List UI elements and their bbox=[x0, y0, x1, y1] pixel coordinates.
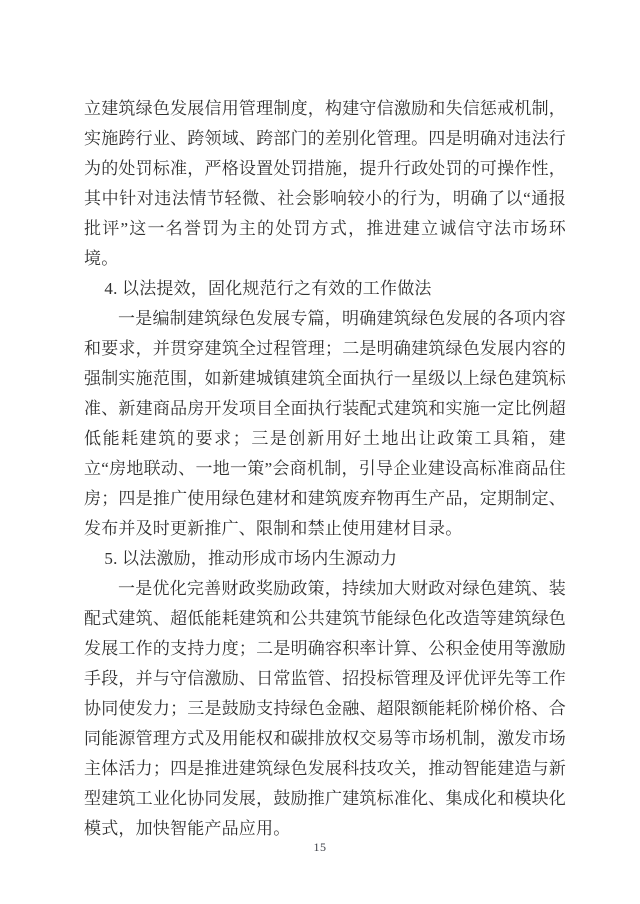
paragraph-section-5-body: 一是优化完善财政奖励政策，持续加大财政对绿色建筑、装配式建筑、超低能耗建筑和公共建筑节能绿色化改造等建筑绿色发展工作的支持力度；二是明确容积率计算、公积金使用等激励手段，并与守信激励、日常监管、招投标管理及评优评先等工作协同使发力；三是鼓励支持绿色金融、超限额能耗阶梯价格、合同能源管理方式及用能权和碳排放权交易等市场机制，激发市场主体活力；四是推进建筑绿色发展科技攻关，推动智能建造与新型建筑工业化协同发展，鼓励推广建筑标准化、集成化和模块化模式，加快智能产品应用。 bbox=[84, 579, 566, 838]
section-heading-4: 4. 以法提效，固化规范行之有效的工作做法 bbox=[104, 279, 432, 298]
section-heading-5: 5. 以法激励，推动形成市场内生源动力 bbox=[104, 549, 398, 568]
page-number: 15 bbox=[313, 840, 327, 854]
document-text-block bbox=[84, 94, 566, 844]
paragraph-continued-from-previous-page: 立建筑绿色发展信用管理制度，构建守信激励和失信惩戒机制，实施跨行业、跨领域、跨部门的差别化管理。四是明确对违法行为的处罚标准，严格设置处罚措施，提升行政处罚的可操作性，其中针对违法情节轻微、社会影响较小的行为，明确了以“通报批评”这一名誉罚为主的处罚方式，推进建立诚信守法市场环境。 bbox=[84, 99, 566, 268]
paragraph-section-4-body: 一是编制建筑绿色发展专篇，明确建筑绿色发展的各项内容和要求，并贯穿建筑全过程管理；二是明确建筑绿色发展内容的强制实施范围，如新建城镇建筑全面执行一星级以上绿色建筑标准、新建商品房开发项目全面执行装配式建筑和实施一定比例超低能耗建筑的要求；三是创新用好土地出让政策工具箱，建立“房地联动、一地一策”会商机制，引导企业建设高标准商品住房；四是推广使用绿色建材和建筑废弃物再生产品，定期制定、发布并及时更新推广、限制和禁止使用建材目录。 bbox=[84, 309, 566, 538]
page-footer bbox=[0, 838, 640, 856]
